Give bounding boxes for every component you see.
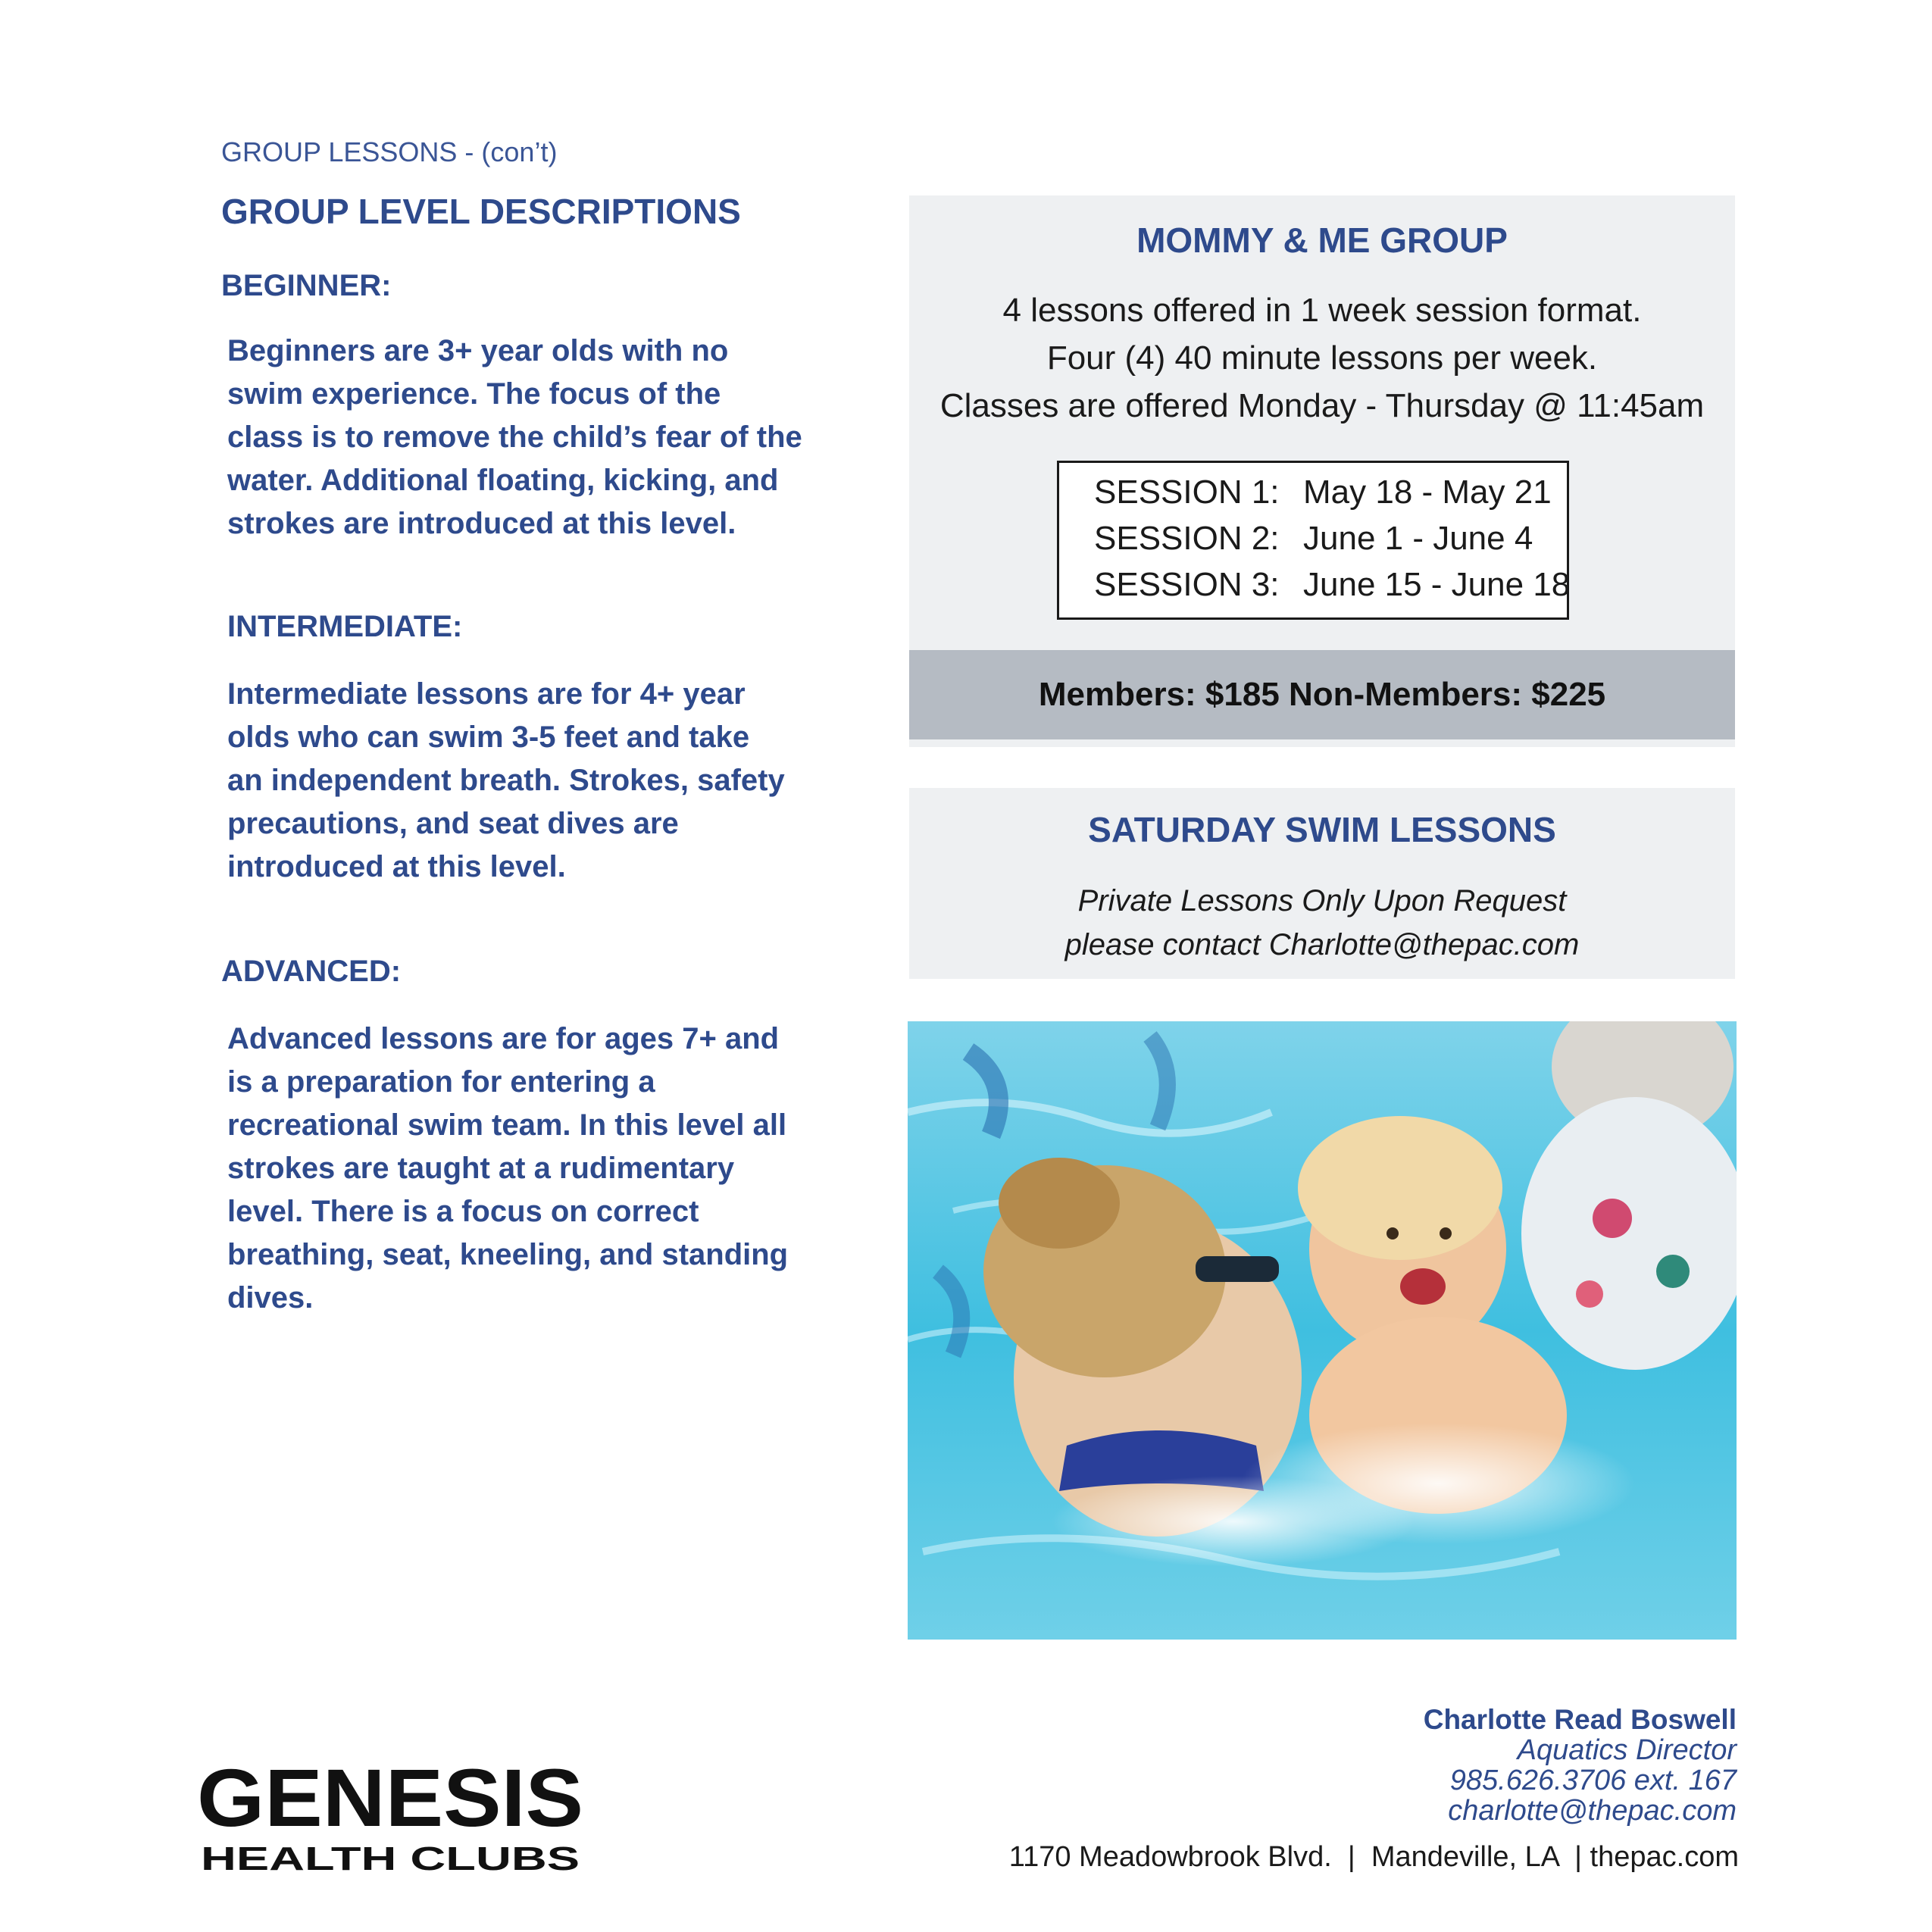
session-dates: June 1 - June 4 [1303,520,1533,557]
intermediate-description [227,673,818,889]
text-line: water. Additional floating, kicking, and [227,464,779,497]
session-dates: June 15 - June 18 [1303,566,1571,603]
intermediate-heading: INTERMEDIATE: [227,610,463,643]
mommy-me-panel [909,195,1735,747]
saturday-lessons-panel [909,788,1735,979]
text-line: Beginners are 3+ year olds with no [227,334,729,367]
mommy-me-title: MOMMY & ME GROUP [1136,220,1508,260]
text-line: introduced at this level. [227,850,566,883]
text-line: an independent breath. Strokes, safety [227,764,785,797]
saturday-lessons-title: SATURDAY SWIM LESSONS [1088,810,1556,849]
text-line: swim experience. The focus of the [227,377,721,411]
page-title: GROUP LEVEL DESCRIPTIONS [221,192,741,231]
text-line: level. There is a focus on correct [227,1195,699,1228]
pool-photo-illustration [908,1021,1737,1640]
section-kicker: GROUP LESSONS - (con’t) [221,136,558,167]
detail-line: Four (4) 40 minute lessons per week. [1046,339,1598,377]
text-line: dives. [227,1281,314,1315]
swim-lesson-photo [908,1021,1737,1640]
text-line: olds who can swim 3-5 feet and take [227,721,750,754]
text-line: strokes are taught at a rudimentary [227,1152,735,1185]
contact-block [1136,1705,1737,1826]
text-line: precautions, and seat dives are [227,807,679,840]
contact-email: charlotte@thepac.com [1448,1795,1737,1827]
text-line: Intermediate lessons are for 4+ year [227,677,746,711]
beginner-heading: BEGINNER: [221,269,392,302]
session-label: SESSION 1: [1094,474,1280,511]
contact-phone: 985.626.3706 ext. 167 [1449,1765,1737,1796]
session-dates: May 18 - May 21 [1303,474,1552,511]
text-line: recreational swim team. In this level all [227,1108,787,1142]
detail-line: Classes are offered Monday - Thursday @ 11:45am [939,387,1705,424]
detail-line: Private Lessons Only Upon Request [1077,884,1567,918]
contact-name: Charlotte Read Boswell [1423,1704,1737,1735]
text-line: class is to remove the child’s fear of the [227,420,802,454]
genesis-logo-mark [193,1756,587,1877]
contact-role: Aquatics Director [1517,1734,1737,1766]
svg-text:GENESIS: GENESIS [197,1756,583,1843]
text-line: breathing, seat, kneeling, and standing [227,1238,789,1271]
text-line: Advanced lessons are for ages 7+ and [227,1022,780,1055]
session-label: SESSION 2: [1094,520,1280,557]
saturday-lessons-details [909,879,1735,967]
price-bar: Members: $185 Non-Members: $225 [909,650,1735,739]
svg-text:HEALTH CLUBS: HEALTH CLUBS [201,1840,580,1877]
detail-line: please contact Charlotte@thepac.com [1064,928,1580,961]
genesis-logo [193,1756,587,1877]
advanced-description [227,1018,818,1320]
session-schedule-box [1057,461,1569,620]
detail-line: 4 lessons offered in 1 week session format. [1002,292,1642,329]
address-line: 1170 Meadowbrook Blvd. | Mandeville, LA | thepac.com [1008,1841,1739,1873]
mommy-me-details [909,286,1735,430]
session-label: SESSION 3: [1094,566,1280,603]
beginner-description [227,330,818,546]
text-line: strokes are introduced at this level. [227,507,736,540]
advanced-heading: ADVANCED: [221,955,402,988]
text-line: is a preparation for entering a [227,1065,655,1099]
